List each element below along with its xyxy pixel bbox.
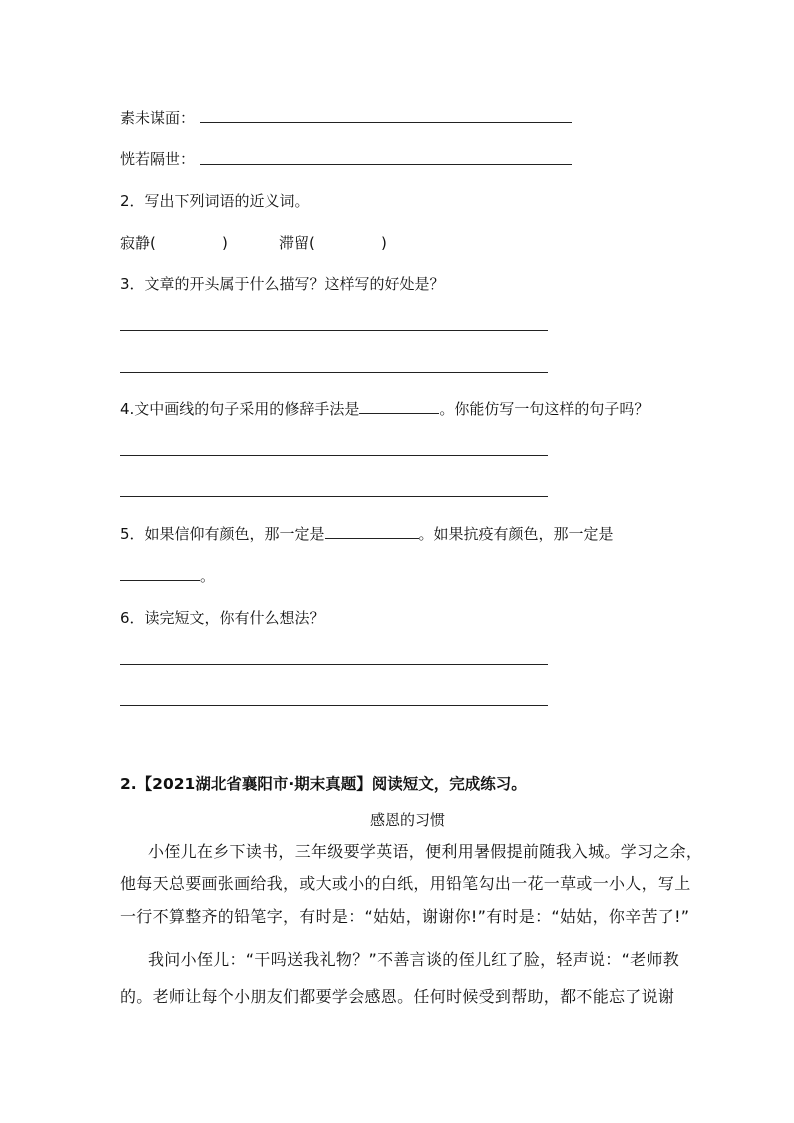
q5-prompt-middle: 。如果抗疫有颜色，那一定是: [418, 525, 614, 543]
q5-prompt-end: 。: [200, 567, 216, 585]
q6-answer-line-1[interactable]: [120, 664, 548, 665]
q6-prompt: 6．读完短文，你有什么想法？: [120, 609, 325, 627]
q4-answer-line-2[interactable]: [120, 496, 548, 497]
q5-blank-2[interactable]: [120, 566, 200, 581]
article-line-1: 小侄儿在乡下读书，三年级要学英语，便利用暑假提前随我入城。学习之余，: [148, 842, 703, 861]
q4-answer-line-1[interactable]: [120, 455, 548, 456]
q5-blank-1[interactable]: [325, 524, 419, 539]
q4-blank[interactable]: [359, 399, 439, 414]
q1-item-b-answer-line[interactable]: [200, 164, 572, 165]
q4-prompt: [120, 399, 649, 419]
q1-item-b-label: 恍若隔世：: [120, 150, 196, 168]
q3-answer-line-2[interactable]: [120, 372, 548, 373]
q2-word-a: 寂静(: [120, 234, 156, 252]
q1-item-a-answer-line[interactable]: [200, 122, 572, 123]
q2-word-b: 滞留(: [279, 234, 315, 252]
q5-prompt-before: 5．如果信仰有颜色，那一定是: [120, 525, 325, 543]
article-line-2: 他每天总要画张画给我，或大或小的白纸，用铅笔勾出一花一草或一小人，写上: [120, 874, 691, 893]
article-line-4: 我问小侄儿：“干吗送我礼物？”不善言谈的侄儿红了脸，轻声说：“老师教: [148, 950, 680, 969]
section2-heading: 2.【2021湖北省襄阳市·期末真题】阅读短文，完成练习。: [120, 775, 527, 793]
q5-prompt-line-2: [120, 566, 215, 586]
article-title: 感恩的习惯: [370, 811, 446, 829]
q1-item-a-label: 素未谋面：: [120, 109, 196, 127]
q2-prompt: 2．写出下列词语的近义词。: [120, 192, 310, 210]
q2-word-b-close: ): [381, 234, 387, 252]
q5-prompt: [120, 524, 614, 544]
q3-prompt: 3．文章的开头属于什么描写？这样写的好处是？: [120, 275, 445, 293]
q3-answer-line-1[interactable]: [120, 330, 548, 331]
q4-prompt-after: 。你能仿写一句这样的句子吗？: [439, 400, 650, 418]
article-line-5: 的。老师让每个小朋友们都要学会感恩。任何时候受到帮助，都不能忘了说谢: [120, 987, 675, 1006]
q2-word-a-close: ): [222, 234, 228, 252]
q4-prompt-before: 4.文中画线的句子采用的修辞手法是: [120, 400, 360, 418]
article-line-3: 一行不算整齐的铅笔字，有时是：“姑姑，谢谢你!”有时是：“姑姑，你辛苦了!”: [120, 907, 690, 926]
q6-answer-line-2[interactable]: [120, 705, 548, 706]
